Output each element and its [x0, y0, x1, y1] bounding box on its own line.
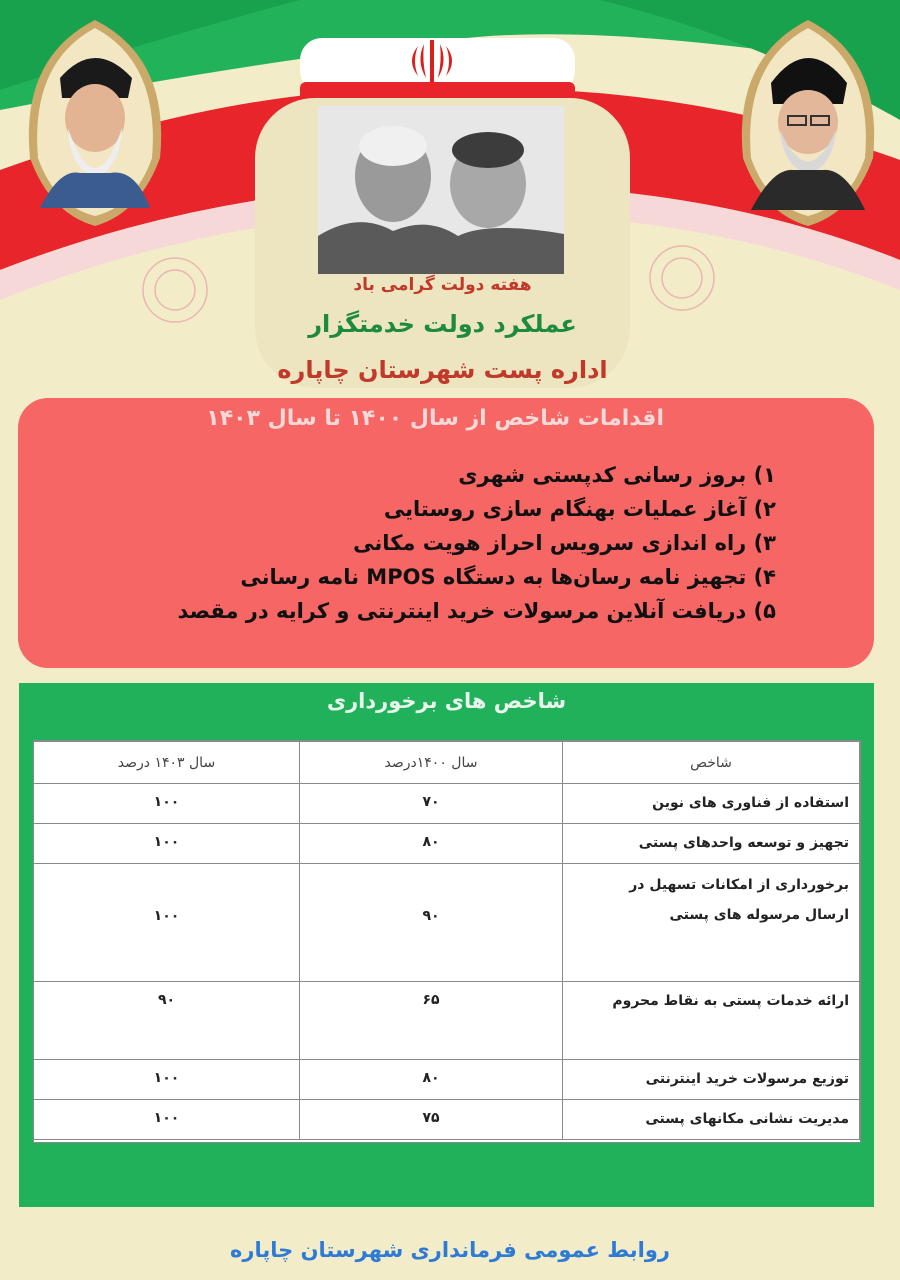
indicators-heading: شاخص های برخورداری	[326, 689, 567, 713]
performance-title: عملکرد دولت خدمتگزار	[308, 310, 577, 338]
column-header: شاخص	[563, 742, 860, 784]
indicator-name: تجهیز و توسعه واحدهای پستی	[563, 824, 860, 864]
list-item: ۱) بروز رسانی کدپستی شهری	[458, 463, 776, 487]
indicator-name: توزیع مرسولات خرید اینترنتی	[563, 1060, 860, 1100]
value-1400: ۶۵	[300, 982, 563, 1060]
martyrs-photo	[318, 106, 564, 274]
indicator-name: ارائه خدمات پستی به نقاط محروم	[563, 982, 860, 1060]
table-row	[34, 784, 860, 824]
table-row	[34, 824, 860, 864]
list-item: ۳) راه اندازی سرویس احراز هویت مکانی	[353, 531, 776, 555]
value-1403: ۹۰	[34, 982, 300, 1060]
value-1403: ۱۰۰	[34, 864, 300, 982]
value-1400: ۷۰	[300, 784, 563, 824]
value-1403: ۱۰۰	[34, 784, 300, 824]
indicators-panel	[19, 683, 874, 1207]
key-actions-panel	[18, 398, 874, 668]
office-title: اداره پست شهرستان چاپاره	[277, 356, 608, 384]
table-row	[34, 1060, 860, 1100]
indicators-table	[33, 740, 861, 1143]
indicator-name: استفاده از فناوری های نوین	[563, 784, 860, 824]
value-1403: ۱۰۰	[34, 1060, 300, 1100]
indicator-name: مدیریت نشانی مکانهای پستی	[563, 1100, 860, 1140]
list-item: ۵) دریافت آنلاین مرسولات خرید اینترنتی و کرایه در مقصد	[177, 599, 776, 623]
table-row	[34, 864, 860, 982]
value-1400: ۸۰	[300, 1060, 563, 1100]
value-1400: ۹۰	[300, 864, 563, 982]
list-item: ۴) تجهیز نامه رسان‌ها به دستگاه MPOS نامه رسانی	[240, 565, 776, 589]
column-header: سال ۱۴۰۰درصد	[300, 742, 563, 784]
footer-credit: روابط عمومی فرمانداری شهرستان چاپاره	[230, 1238, 670, 1262]
table-row	[34, 1100, 860, 1140]
key-actions-list	[178, 458, 776, 628]
list-item: ۲) آغاز عملیات بهنگام سازی روستایی	[383, 497, 776, 521]
portrait-left	[20, 18, 170, 228]
value-1400: ۸۰	[300, 824, 563, 864]
iran-emblem-icon	[404, 36, 460, 86]
greeting-text: هفته دولت گرامی باد	[353, 275, 532, 295]
portrait-right	[733, 18, 883, 228]
value-1403: ۱۰۰	[34, 824, 300, 864]
table-header-row	[34, 742, 860, 784]
value-1403: ۱۰۰	[34, 1100, 300, 1140]
table-row	[34, 982, 860, 1060]
key-actions-heading: اقدامات شاخص از سال ۱۴۰۰ تا سال ۱۴۰۳	[206, 406, 664, 431]
indicator-name: برخورداری از امکانات تسهیل در ارسال مرسوله های پستی	[563, 864, 860, 982]
value-1400: ۷۵	[300, 1100, 563, 1140]
column-header: سال ۱۴۰۳ درصد	[34, 742, 300, 784]
